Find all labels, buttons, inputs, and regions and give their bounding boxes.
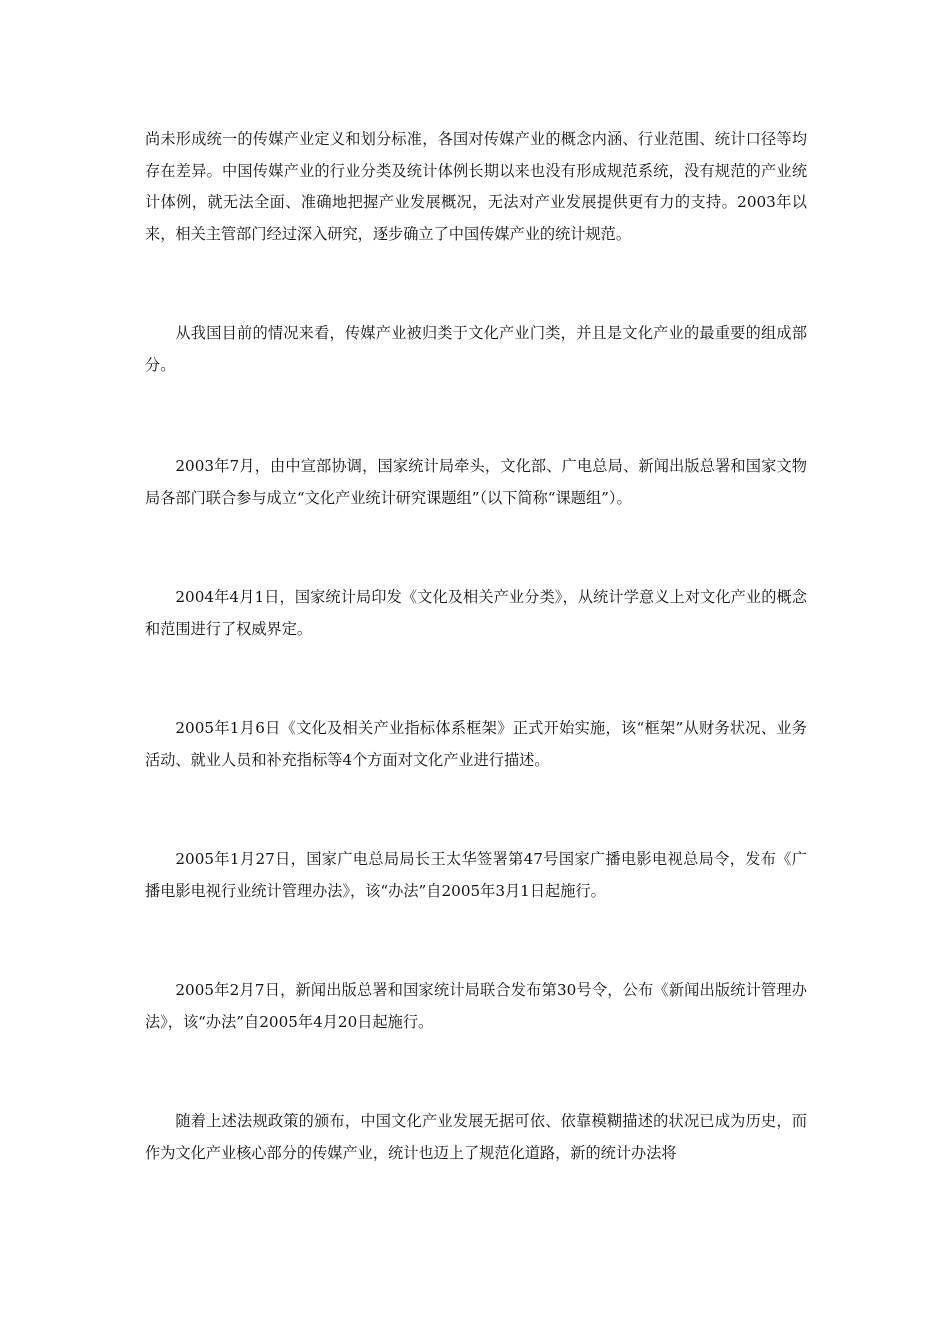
paragraph-2005-jan-6: 2005年1月6日《文化及相关产业指标体系框架》正式开始实施，该“框架”从财务状况、业务活动、就业人员和补充指标等4个方面对文化产业进行描述。 — [145, 719, 807, 769]
paragraph-intro: 尚未形成统一的传媒产业定义和划分标准，各国对传媒产业的概念内涵、行业范围、统计口径等均存在差异。中国传媒产业的行业分类及统计体例长期以来也没有形成规范系统，没有规范的产业统计体例，就无法全面、准确地把握产业发展概况，无法对产业发展提供更有力的支持。2003年以来，相关主管部门经过深入研究，逐步确立了中国传媒产业的统计规范。 — [145, 130, 807, 243]
paragraph-classification: 从我国目前的情况来看，传媒产业被归类于文化产业门类，并且是文化产业的最重要的组成部分。 — [145, 324, 807, 374]
document-body — [145, 124, 807, 1169]
paragraph-2005-feb-7: 2005年2月7日，新闻出版总署和国家统计局联合发布第30号令，公布《新闻出版统计管理办法》，该“办法”自2005年4月20日起施行。 — [145, 981, 807, 1031]
paragraph-2005-jan-27: 2005年1月27日，国家广电总局局长王太华签署第47号国家广播电影电视总局令，发布《广播电影电视行业统计管理办法》，该“办法”自2005年3月1日起施行。 — [145, 850, 807, 900]
paragraph-conclusion: 随着上述法规政策的颁布，中国文化产业发展无据可依、依靠模糊描述的状况已成为历史，而作为文化产业核心部分的传媒产业，统计也迈上了规范化道路，新的统计办法将 — [145, 1112, 807, 1162]
paragraph-2004-april: 2004年4月1日，国家统计局印发《文化及相关产业分类》，从统计学意义上对文化产业的概念和范围进行了权威界定。 — [145, 588, 807, 638]
paragraph-2003-july: 2003年7月，由中宣部协调，国家统计局牵头，文化部、广电总局、新闻出版总署和国家文物局各部门联合参与成立“文化产业统计研究课题组”（以下简称“课题组”）。 — [145, 457, 807, 507]
